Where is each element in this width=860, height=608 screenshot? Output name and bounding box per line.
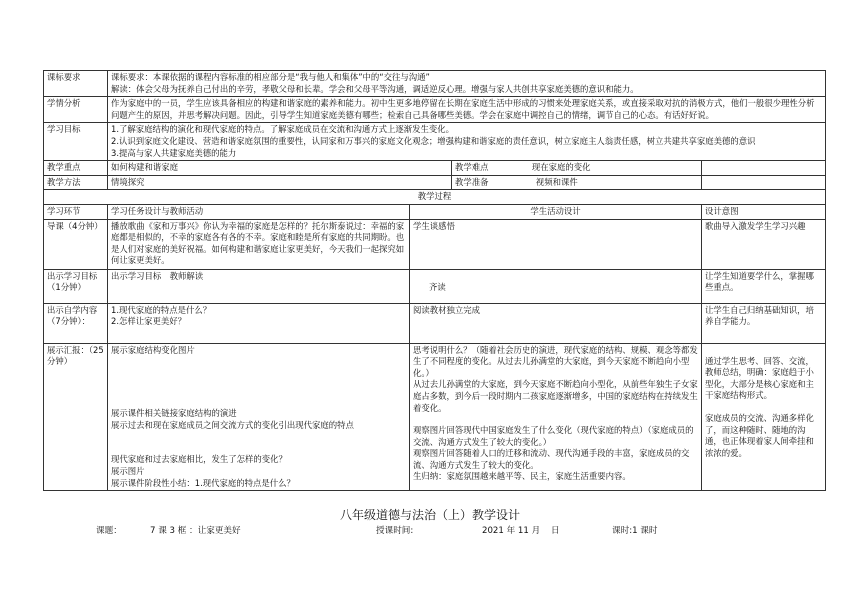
zhanshi-s5: 生归纳：家庭氛围越来越平等、民主，家庭生活重要内容。 — [413, 471, 631, 482]
shijian-label: 授课时间: — [376, 526, 414, 536]
row-zhongdian — [44, 161, 826, 176]
intent-zixue: 让学生自己归纳基础知识，培养自学能力。 — [702, 303, 826, 343]
student-zhanshi — [410, 343, 702, 491]
zhanshi-t5: 展示图片 — [111, 465, 145, 476]
zhanshi-t4: 现代家庭和过去家庭相比，发生了怎样的变化？ — [111, 454, 287, 465]
value-zhongdian: 如何构建和谐家庭 — [108, 161, 452, 176]
row-zixue — [44, 303, 826, 343]
keti-label: 课题： — [96, 526, 122, 536]
teacher-daoke: 播放歌曲《家和万事兴》你认为幸福的家庭是怎样的？托尔斯泰说过：幸福的家庭都是相似的，不幸的家庭各有各的不幸。家庭和睦是所有家庭的共同期盼。也是人们对家庭的美好祝福。如何构建和谐家庭让家更美好，今天我们一起探究如何让家更美好。 — [108, 219, 410, 269]
row-chushi-mubiao — [44, 269, 826, 303]
zhanshi-t2: 展示课件相关链接家庭结构的演进 — [111, 408, 237, 419]
label-kebiao: 课标要求 — [44, 71, 108, 97]
student-zixue: 阅读教材独立完成 — [410, 303, 702, 343]
header-col4: 设计意图 — [702, 204, 826, 219]
row-xueqing — [44, 97, 826, 123]
student-chushi-mubiao — [410, 269, 702, 303]
student-qidu: 齐读 — [429, 281, 446, 292]
zixue-q1: 1.现代家庭的特点是什么？ — [111, 304, 212, 315]
zhanshi-i2: 家庭成员的交流、沟通多样化了，而这种随时、随地的沟通，也正体现着家人间牵挂和浓浓的爱。 — [705, 412, 814, 458]
label-daoke: 导课（4分钟） — [44, 219, 108, 269]
intent-chushi-mubiao: 让学生知道要学什么，掌握哪些重点。 — [702, 269, 826, 303]
ri-label: 日 — [551, 526, 560, 536]
zhanshi-t1: 展示家庭结构变化图片 — [111, 344, 195, 355]
zhanshi-s3: 观察图片回答现代中国家庭发生了什么变化（现代家庭的特点）（家庭成员的交流、沟通方式发生了较大的变化。） — [413, 425, 694, 447]
lesson-plan-page — [43, 70, 825, 491]
empty-fangfa — [702, 175, 826, 190]
cell-mubiao — [108, 123, 826, 161]
zhunbei-label: 教学准备 — [455, 176, 489, 187]
label-mubiao: 学习目标 — [44, 123, 108, 161]
row-header — [44, 204, 826, 219]
label-fangfa: 教学方法 — [44, 175, 108, 190]
keti-value: 7 课 3 框 ：让家更美好 — [150, 526, 241, 536]
mubiao-item-1: 1.了解家庭结构的演化和现代家庭的特点。了解家庭成员在交流和沟通方式上逐渐发生变化。 — [111, 124, 454, 135]
keshi-label: 课时:1 课时 — [612, 526, 658, 536]
row-zhanshi — [44, 343, 826, 491]
intent-daoke: 歌曲导入激发学生学习兴趣 — [702, 219, 826, 269]
label-zhongdian: 教学重点 — [44, 161, 108, 176]
zhanshi-s4: 观察图片回答随着人口的迁移和流动、现代沟通手段的丰富，家庭成员的交流、沟通方式发生了较大的变化。 — [413, 448, 690, 470]
mubiao-item-3: 3.提高与家人共建家庭美德的能力 — [111, 147, 237, 158]
empty-zhongdian — [702, 161, 826, 176]
cell-xueqing: 作为家庭中的一员，学生应该具备相应的构建和谐家庭的素养和能力。初中生更多地停留在长期在家庭生活中形成的习惯来处理家庭关系，或直接采取对抗的消极方式，他们一般很少理性分析问题产生的原因，并思考解决问题。因此，引导学生知道家庭美德有哪些；检索自己具备哪些美德。学会在家庭中调控自己的情绪，调节自己的心态。有话好好说。 — [108, 97, 826, 123]
nandian-value: 现在家庭的变化 — [531, 162, 591, 173]
label-nandian — [452, 161, 702, 176]
row-daoke — [44, 219, 826, 269]
header-col3: 学生活动设计 — [410, 204, 702, 219]
kebiao-line2: 解读：体会父母为抚养自己付出的辛劳，孝敬父母和长辈。学会和父母平等沟通，调适逆反心理。增强与家人共创共享家庭美德的意识和能力。 — [111, 83, 639, 94]
nandian-label: 教学难点 — [455, 162, 489, 173]
student-daoke: 学生谈感悟 — [410, 219, 702, 269]
zixue-q2: 2.怎样让家更美好？ — [111, 316, 186, 327]
row-guocheng — [44, 190, 826, 205]
intent-zhanshi — [702, 343, 826, 491]
document-title: 八年级道德与法治（上）教学设计 — [339, 508, 520, 522]
section-guocheng: 教学过程 — [44, 190, 826, 205]
zhanshi-t6: 展示课件阶段性小结：1.现代家庭的特点是什么？ — [111, 477, 295, 488]
lesson-plan-table — [43, 70, 826, 491]
kebiao-line1: 课标要求：本课依据的课程内容标准的相应部分是“我与他人和集体”中的“交往与沟通” — [111, 72, 430, 82]
label-zhanshi: 展示汇报：（25分钟） — [44, 343, 108, 491]
cell-zhunbei — [452, 175, 702, 190]
zhunbei-value: 视频和课件 — [535, 176, 578, 187]
zhanshi-s1: 思考说明什么？（随着社会历史的演进，现代家庭的结构、规模、观念等都发生了不同程度的变化。从过去儿孙满堂的大家庭，到今天家庭不断趋向小型化。） — [413, 344, 698, 378]
teacher-chushi-mubiao: 出示学习目标 教师解读 — [108, 269, 410, 303]
zhanshi-i1: 通过学生思考、回答、交流，教师总结，明确：家庭趋于小型化，大部分是核心家庭和主干家庭结构形式。 — [705, 355, 814, 401]
row-mubiao — [44, 123, 826, 161]
label-xueqing: 学情分析 — [44, 97, 108, 123]
label-chushi-mubiao: 出示学习目标（1分钟） — [44, 269, 108, 303]
mubiao-item-2: 2.认识到家庭文化建设、营造和谐家庭氛围的重要性，认同家和万事兴的家庭文化观念；增强构建和谐家庭的责任意识，树立家庭主人翁责任感，树立共建共享家庭美德的意识 — [111, 135, 756, 146]
cell-kebiao — [108, 71, 826, 97]
header-col1: 学习环节 — [44, 204, 108, 219]
header-col2: 学习任务设计与教师活动 — [108, 204, 410, 219]
teacher-zhanshi — [108, 343, 410, 491]
row-kebiao — [44, 71, 826, 97]
shijian-value: 2021 年 11 月 — [482, 526, 541, 536]
label-zixue: 出示自学内容（7分钟）： — [44, 303, 108, 343]
teacher-zixue — [108, 303, 410, 343]
value-fangfa: 情境探究 — [108, 175, 452, 190]
zhanshi-t3: 展示过去和现在家庭成员之间交流方式的变化引出现代家庭的特点 — [111, 419, 354, 430]
zhanshi-s2: 从过去儿孙满堂的大家庭，到今天家庭不断趋向小型化，从前些年独生子女家庭占多数，到今后一段时期内二孩家庭逐渐增多，中国的家庭结构在持续发生着变化。 — [413, 379, 698, 413]
row-fangfa — [44, 175, 826, 190]
